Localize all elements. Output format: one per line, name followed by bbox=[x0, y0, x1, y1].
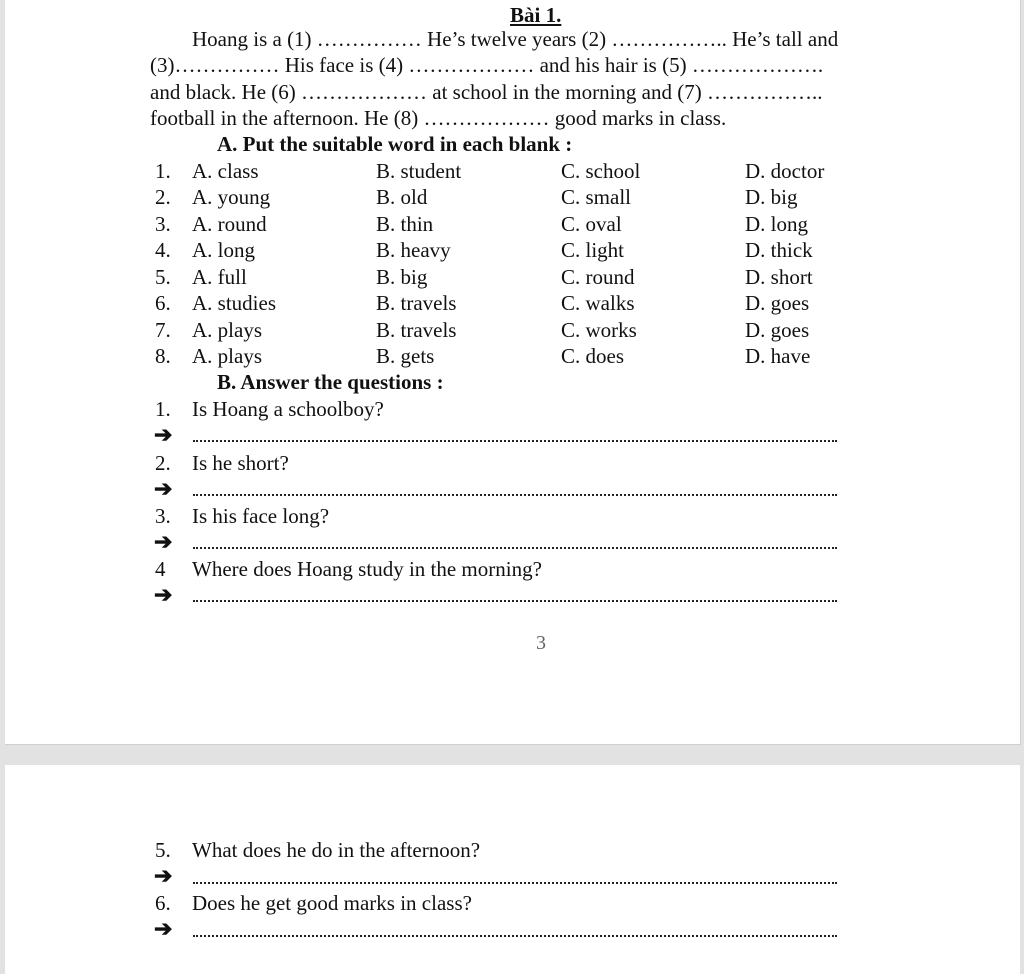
exercise-title: Bài 1. bbox=[510, 3, 562, 27]
question-number: 4 bbox=[155, 557, 166, 581]
option-d: D. goes bbox=[745, 291, 810, 315]
answer-line[interactable] bbox=[193, 935, 837, 937]
arrow-right-icon: ➔ bbox=[154, 476, 173, 501]
question-text: Is he short? bbox=[192, 451, 289, 475]
option-c: C. oval bbox=[561, 212, 622, 236]
option-number: 8. bbox=[155, 344, 171, 368]
question-number: 3. bbox=[155, 504, 171, 528]
question-text: What does he do in the afternoon? bbox=[192, 838, 481, 862]
arrow-right-icon: ➔ bbox=[154, 863, 173, 888]
page-number: 3 bbox=[536, 632, 546, 654]
option-c: C. works bbox=[561, 318, 637, 342]
option-b: B. student bbox=[376, 159, 462, 183]
option-number: 4. bbox=[155, 238, 171, 262]
question-text: Is his face long? bbox=[192, 504, 330, 528]
question-number: 2. bbox=[155, 451, 171, 475]
option-d: D. long bbox=[745, 212, 808, 236]
option-d: D. thick bbox=[745, 238, 813, 262]
option-c: C. walks bbox=[561, 291, 635, 315]
option-number: 6. bbox=[155, 291, 171, 315]
option-a: A. class bbox=[192, 159, 259, 183]
option-c: C. does bbox=[561, 344, 624, 368]
option-d: D. big bbox=[745, 185, 798, 209]
option-b: B. travels bbox=[376, 291, 457, 315]
question-text: Where does Hoang study in the morning? bbox=[192, 557, 542, 581]
option-number: 7. bbox=[155, 318, 171, 342]
answer-line[interactable] bbox=[193, 494, 837, 496]
option-b: B. travels bbox=[376, 318, 457, 342]
option-a: A. long bbox=[192, 238, 255, 262]
option-number: 2. bbox=[155, 185, 171, 209]
option-a: A. plays bbox=[192, 318, 262, 342]
answer-line[interactable] bbox=[193, 600, 837, 602]
option-c: C. small bbox=[561, 185, 632, 209]
option-a: A. round bbox=[192, 212, 267, 236]
section-b-heading: B. Answer the questions : bbox=[217, 370, 444, 394]
option-d: D. goes bbox=[745, 318, 810, 342]
option-c: C. school bbox=[561, 159, 641, 183]
option-c: C. round bbox=[561, 265, 635, 289]
answer-line[interactable] bbox=[193, 547, 837, 549]
option-number: 1. bbox=[155, 159, 171, 183]
option-a: A. young bbox=[192, 185, 271, 209]
arrow-right-icon: ➔ bbox=[154, 916, 173, 941]
document-page-2 bbox=[5, 765, 1020, 974]
arrow-right-icon: ➔ bbox=[154, 582, 173, 607]
answer-line[interactable] bbox=[193, 440, 837, 442]
option-a: A. plays bbox=[192, 344, 262, 368]
arrow-right-icon: ➔ bbox=[154, 529, 173, 554]
option-b: B. big bbox=[376, 265, 428, 289]
question-number: 1. bbox=[155, 397, 171, 421]
document-page-1 bbox=[5, 0, 1021, 745]
question-text: Is Hoang a schoolboy? bbox=[192, 397, 384, 421]
option-c: C. light bbox=[561, 238, 625, 262]
question-number: 6. bbox=[155, 891, 171, 915]
option-b: B. thin bbox=[376, 212, 434, 236]
option-b: B. gets bbox=[376, 344, 435, 368]
option-b: B. old bbox=[376, 185, 428, 209]
passage bbox=[150, 26, 953, 131]
option-a: A. studies bbox=[192, 291, 276, 315]
passage-line-3: and black. He (6) ……………… at school in the morning and (7) …………….. bbox=[150, 79, 823, 104]
option-d: D. short bbox=[745, 265, 813, 289]
option-d: D. doctor bbox=[745, 159, 825, 183]
passage-line-1: Hoang is a (1) …………… He’s twelve years (2) …………….. He’s tall and bbox=[192, 27, 839, 51]
section-a-heading: A. Put the suitable word in each blank : bbox=[217, 132, 573, 156]
option-number: 5. bbox=[155, 265, 171, 289]
option-d: D. have bbox=[745, 344, 811, 368]
question-text: Does he get good marks in class? bbox=[192, 891, 472, 915]
arrow-right-icon: ➔ bbox=[154, 422, 173, 447]
passage-line-4: football in the afternoon. He (8) ……………… good marks in class. bbox=[150, 105, 727, 130]
passage-line-2: (3)…………… His face is (4) ……………… and his hair is (5) ………………. bbox=[150, 53, 824, 78]
option-a: A. full bbox=[192, 265, 247, 289]
option-number: 3. bbox=[155, 212, 171, 236]
answer-line[interactable] bbox=[193, 882, 837, 884]
option-b: B. heavy bbox=[376, 238, 451, 262]
question-number: 5. bbox=[155, 838, 171, 862]
